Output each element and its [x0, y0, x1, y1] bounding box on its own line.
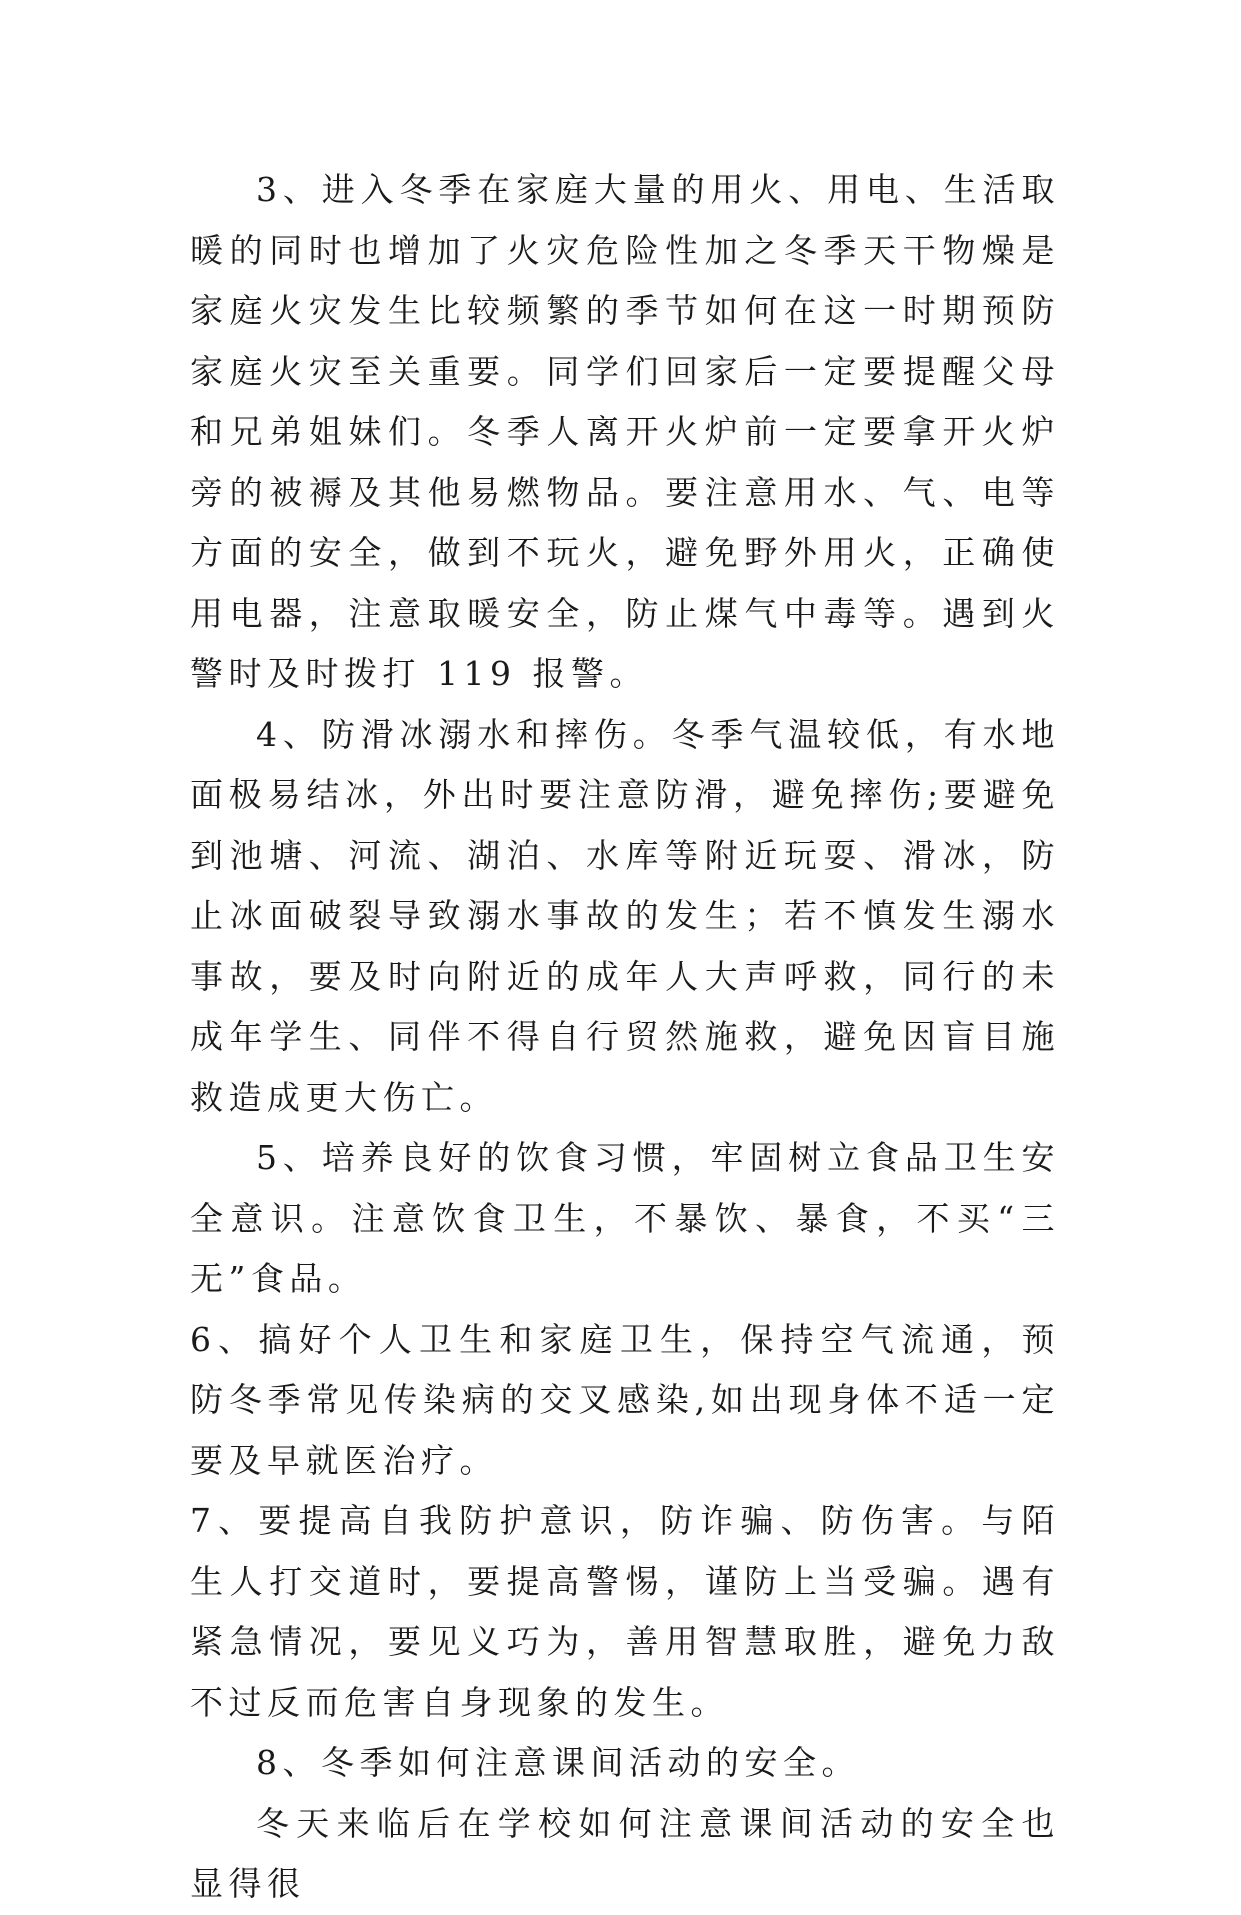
text-line: 拨打 119 报警。 [344, 654, 648, 693]
text-line: 生。 [652, 1682, 729, 1722]
paragraph-item-3 [190, 160, 1060, 705]
text-line: 结冰，外出时要注意防滑，避免摔伤;要避免到池塘、河流、 [190, 775, 1060, 875]
paragraph-item-8 [190, 1733, 1060, 1794]
text-line: 学们回家后一定要提醒父母和兄弟姐妹们。冬季人离开火炉 [190, 351, 1061, 451]
text-line: 道时，要提高警惕，谨防上当受骗。遇有紧急情况，要见义 [190, 1561, 1061, 1661]
text-line: 用电器，注意取暖安全，防止煤气中毒等。遇到火警时及时 [190, 593, 1060, 693]
text-line: 呼救，同行的未成年学生、同伴不得自行贸然施救，避免因 [190, 956, 1061, 1056]
paragraph-item-8-body [190, 1794, 1060, 1915]
text-line: 注意饮食卫生，不暴饮、暴食，不买“三无”食品。 [190, 1198, 1060, 1298]
text-line: 时也增加了火灾危险性加之冬季天干物燥是家庭火灾发生 [190, 230, 1061, 330]
text-line: 湖泊、水库等附近玩耍、滑冰，防止冰面破裂导致溺水事故 [190, 835, 1061, 935]
document-body [190, 160, 1060, 1915]
text-line: 6、搞好个人卫生和家庭卫生，保持空气流通，预防冬季常 [190, 1319, 1060, 1419]
text-line: 5、培养良好的饮食习惯，牢固树立食品卫生安全意识。 [190, 1138, 1060, 1238]
text-line: 7、要提高自我防护意识，防诈骗、防伤害。与陌生人打交 [190, 1501, 1060, 1601]
text-line: 见传染病的交叉感染,如出现身体不适一定要及早就医治疗。 [190, 1380, 1060, 1480]
text-line: 盲目施救造成更大伤亡。 [190, 1017, 1061, 1117]
paragraph-item-7 [190, 1491, 1060, 1733]
text-line: 3、进入冬季在家庭大量的用火、用电、生活取暖的同 [190, 170, 1060, 270]
text-line: 8、冬季如何注意课间活动的安全。 [256, 1743, 860, 1782]
text-line: 冬天来临后在学校如何注意课间活动的安全也显得很 [190, 1803, 1060, 1903]
text-line: 气、电等方面的安全，做到不玩火，避免野外用火，正确使 [190, 472, 1061, 572]
text-line: 巧为，善用智慧取胜，避免力敌不过反而危害自身现象的发 [190, 1622, 1061, 1722]
paragraph-item-4 [190, 705, 1060, 1129]
text-line: 4、防滑冰溺水和摔伤。冬季气温较低，有水地面极易 [190, 714, 1060, 814]
paragraph-item-6 [190, 1310, 1060, 1492]
text-line: 比较频繁的季节如何在这一时期预防家庭火灾至关重要。同 [190, 291, 1061, 391]
text-line: 前一定要拿开火炉旁的被褥及其他易燃物品。要注意用水、 [190, 412, 1061, 512]
text-line: 的发生；若不慎发生溺水事故，要及时向附近的成年人大声 [190, 896, 1061, 996]
paragraph-item-5 [190, 1128, 1060, 1310]
